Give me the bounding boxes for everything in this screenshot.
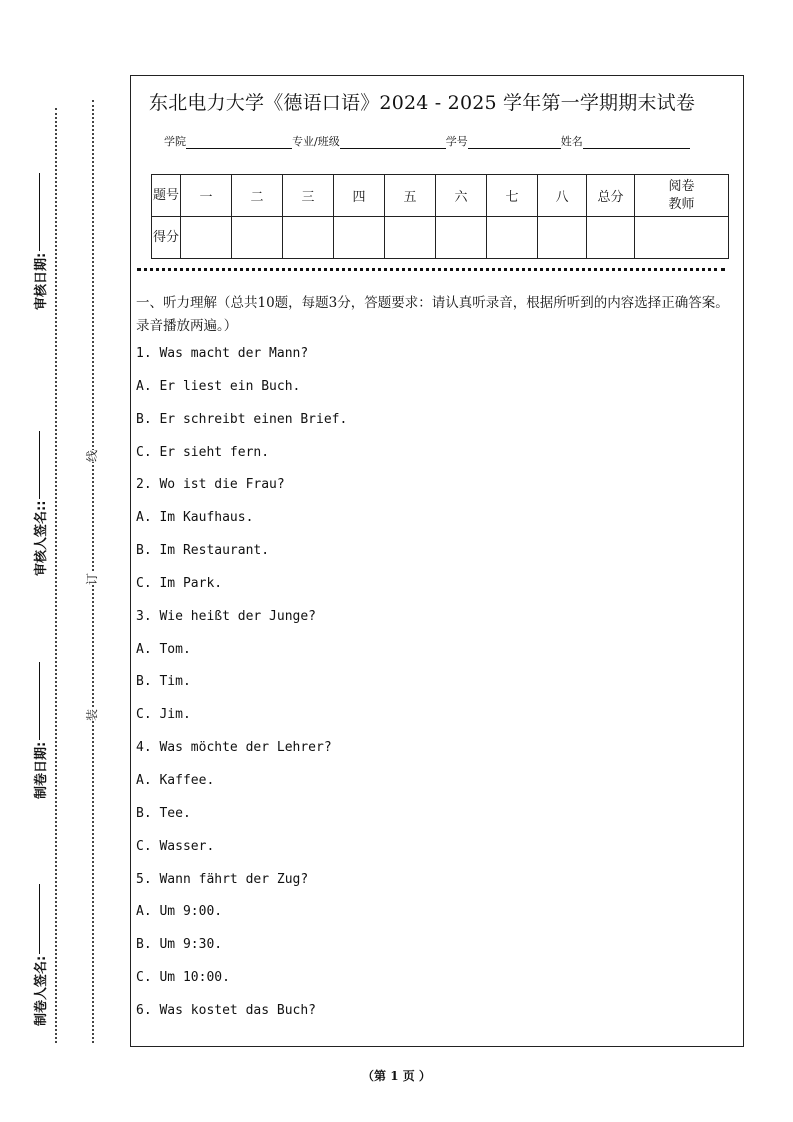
option-line: C. Jim. (136, 707, 191, 723)
option-line: B. Tee. (136, 805, 191, 821)
reviewer-date-field (30, 160, 48, 310)
major-field[interactable] (340, 136, 446, 149)
reviewer-sign-field (30, 418, 48, 576)
question-line: 6. Was kostet das Buch? (136, 1002, 317, 1018)
section-1-heading: 一、听力理解（总共10题，每题3分，答题要求：请认真听录音，根据所听到的内容选择正确答案。录音播放两遍。） (136, 295, 729, 334)
score-cell-total[interactable] (587, 217, 635, 259)
option-line: B. Im Restaurant. (136, 543, 270, 559)
option-line: C. Wasser. (136, 838, 215, 854)
name-field[interactable] (583, 136, 690, 149)
score-table-score-row (152, 217, 729, 259)
paper-sign-label: 制卷人签名: (33, 955, 49, 1026)
option-line: B. Um 9:30. (136, 937, 223, 953)
major-label: 专业/班级 (292, 135, 340, 148)
score-cell[interactable] (334, 217, 385, 259)
reviewer-date-label: 审核日期: (33, 252, 49, 310)
paper-date-label: 制卷日期: (33, 741, 49, 799)
score-cell[interactable] (283, 217, 334, 259)
binding-char-order: 订 (85, 572, 100, 586)
dotted-separator (137, 268, 725, 271)
outer-dotted-line (55, 108, 57, 1043)
col-2: 二 (232, 175, 283, 217)
paper-sign-blank[interactable] (39, 884, 40, 954)
score-cell[interactable] (181, 217, 232, 259)
col-1: 一 (181, 175, 232, 217)
col-total: 总分 (587, 175, 635, 217)
binding-char-line: 线 (85, 449, 100, 463)
option-line: C. Er sieht fern. (136, 444, 270, 460)
page-number: （第 1 页 ） (362, 1069, 431, 1083)
question-line: 4. Was möchte der Lehrer? (136, 740, 332, 756)
score-cell-grader[interactable] (635, 217, 729, 259)
col-4: 四 (334, 175, 385, 217)
reviewer-sign-label: 审核人签名:: (33, 500, 49, 576)
paper-date-blank[interactable] (39, 662, 40, 740)
col-6: 六 (436, 175, 487, 217)
option-line: C. Um 10:00. (136, 970, 230, 986)
student-id-field[interactable] (468, 136, 561, 149)
inner-dotted-line (92, 100, 94, 1043)
option-line: A. Kaffee. (136, 772, 215, 788)
col-3: 三 (283, 175, 334, 217)
option-line: B. Er schreibt einen Brief. (136, 411, 348, 427)
student-info-row (164, 133, 690, 149)
question-line: 5. Wann fährt der Zug? (136, 871, 309, 887)
binding-margin (0, 0, 130, 1122)
option-line: A. Im Kaufhaus. (136, 510, 254, 526)
question-number-label: 题号 (152, 175, 181, 217)
question-line: 2. Wo ist die Frau? (136, 477, 285, 493)
col-8: 八 (538, 175, 587, 217)
exam-frame (130, 75, 744, 1047)
college-field[interactable] (186, 136, 292, 149)
option-line: A. Um 9:00. (136, 904, 223, 920)
score-cell[interactable] (436, 217, 487, 259)
score-table-header-row (152, 175, 729, 217)
score-cell[interactable] (385, 217, 436, 259)
exam-title: 东北电力大学《德语口语》2024 - 2025 学年第一学期期末试卷 (149, 92, 696, 114)
score-label: 得分 (152, 217, 181, 259)
question-line: 3. Wie heißt der Junge? (136, 608, 317, 624)
option-line: A. Er liest ein Buch. (136, 378, 301, 394)
option-line: C. Im Park. (136, 575, 223, 591)
paper-date-field (30, 649, 48, 799)
binding-char-bind: 装 (85, 708, 100, 722)
col-7: 七 (487, 175, 538, 217)
question-line: 1. Was macht der Mann? (136, 346, 309, 361)
reviewer-sign-blank[interactable] (39, 431, 40, 499)
score-cell[interactable] (232, 217, 283, 259)
option-line: A. Tom. (136, 641, 191, 657)
paper-sign-field (30, 868, 48, 1026)
score-table (151, 174, 729, 259)
student-id-label: 学号 (445, 135, 468, 148)
option-line: B. Tim. (136, 674, 191, 690)
college-label: 学院 (164, 135, 186, 148)
col-grader: 阅卷教师 (635, 175, 729, 217)
question-list (136, 344, 726, 1034)
score-cell[interactable] (538, 217, 587, 259)
name-label: 姓名 (560, 135, 583, 148)
col-5: 五 (385, 175, 436, 217)
reviewer-date-blank[interactable] (39, 173, 40, 251)
score-cell[interactable] (487, 217, 538, 259)
